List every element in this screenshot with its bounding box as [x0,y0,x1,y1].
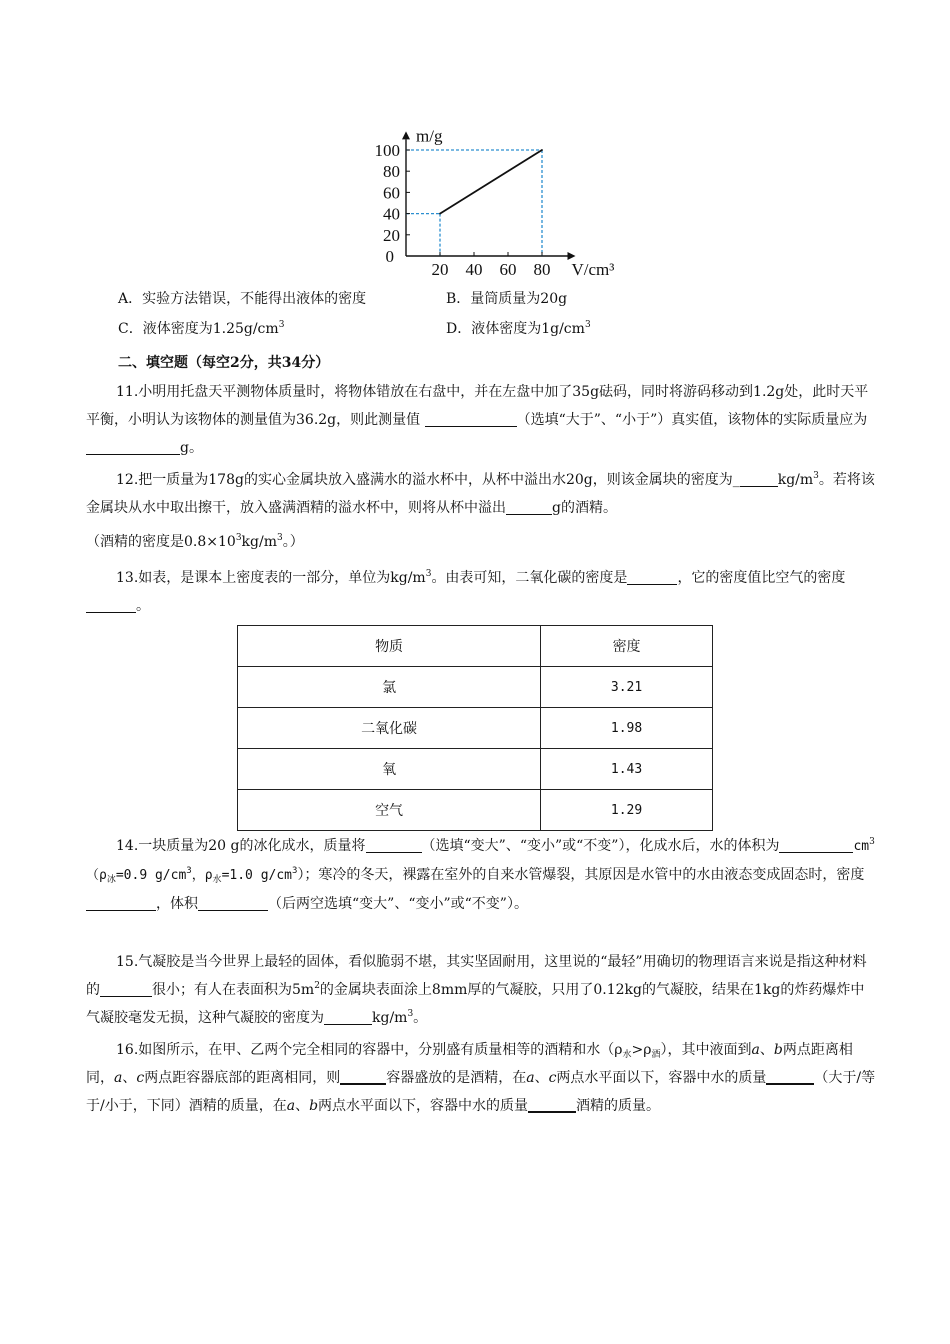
option-a: A．实验方法错误，不能得出液体的密度 [118,291,367,307]
table-row [238,708,713,749]
x-axis-label: V/cm³ [571,260,615,279]
chart-svg [350,110,630,280]
x-axis-arrow [568,252,576,260]
x-tick-label: 40 [465,260,483,279]
question-12: 12.把一质量为178g的实心金属块放入盛满水的溢水杯中，从杯中溢出水20g，则该金属块的密度为_ $kg/m^3$。若将该金属块从水中取出擦干，放入盛满酒精的溢水杯中，则将从杯中溢出 g的酒精。 （酒精的密度是$0.8\times 10^3kg/m^3$。） [86,471,875,550]
density-cell: 3.21 [541,667,713,708]
density-cell: 1.29 [541,790,713,831]
blank-13-1[interactable] [627,568,677,585]
blank-13-2[interactable] [86,596,136,613]
y-tick-label: 80 [383,162,400,182]
blank-16-2[interactable] [766,1067,814,1085]
blank-15-1[interactable] [100,980,152,997]
substance-cell: 空气 [238,790,541,831]
header-density: 密度 [541,626,713,667]
blank-12-2[interactable] [506,498,552,515]
x-tick-label: 20 [431,260,449,279]
question-11: 11.小明用托盘天平测物体质量时，将物体错放在右盘中，并在左盘中加了35g砝码，同时将游码移动到1.2g处，此时天平平衡，小明认为该物体的测量值为36.2g，则此测量值 （选填“大于”、“小于”）真实值，该物体的实际质量应为 g。 [86,384,869,456]
density-cell: 1.98 [541,708,713,749]
section-2-title: 二、填空题（每空2分，共34分） [118,355,330,371]
series-line-0 [440,150,542,214]
blank-14-2[interactable] [779,836,853,853]
blank-11-1[interactable] [425,410,517,427]
x-tick-label: 60 [499,260,517,279]
option-d: D．液体密度为$1g/cm^3$ [446,320,591,337]
question-14: 14.一块质量为20 g的冰化成水，质量将 （选填“变大”、“变小”或“不变”），化成水后，水的体积为 $cm^3(\rho_冰=0.9$ $g/cm^3$，$\rho_水=1.0$ $g/cm^3$）；寒冷的冬天，裸露在室外的自来水管爆裂，其原因是水管中的水由液态变成固态时，密度，体积 （后两空选填“变大”、“变小”或“不变”）。 [86,837,875,912]
table-row [238,667,713,708]
blank-14-4[interactable] [198,894,268,911]
blank-12-1[interactable] [740,470,778,487]
y-tick-label: 60 [383,183,400,203]
question-13: 13.如表，是课本上密度表的一部分，单位为$kg/m^3$。由表可知，二氧化碳的密度是 ，它的密度值比空气的密度。 [86,564,876,620]
substance-cell: 氧 [238,749,541,790]
substance-cell: 氯 [238,667,541,708]
blank-14-1[interactable] [366,836,422,853]
question-16: 16.如图所示，在甲、乙两个完全相同的容器中，分别盛有质量相等的酒精和水$(\rho_水>\rho_酒)$，其中液面到a、b两点距离相同，a、c两点距容器底部的距离相同，则 容器盛放的是酒精，在a、c两点水平面以下，容器中水的质量 （大于/等于/小于，下同）酒精的质量，在a、b两点水平面以下，容器中水的质量 酒精的质量。 [86,1042,876,1114]
blank-16-1[interactable] [340,1067,386,1085]
x-tick-label: 80 [533,260,551,279]
y-tick-label: 100 [374,141,400,160]
header-substance: 物质 [238,626,541,667]
mass-volume-chart [350,110,630,280]
option-b: B．量筒质量为20g [446,291,568,307]
table-header-row [238,626,713,667]
substance-cell: 二氧化碳 [238,708,541,749]
option-c: C．液体密度为$1.25g/cm^3$ [118,320,285,337]
table-row [238,749,713,790]
y-tick-label: 0 [385,247,394,266]
question-15: 15.气凝胶是当今世界上最轻的固体，看似脆弱不堪，其实坚固耐用，这里说的“最轻”用确切的物理语言来说是指这种材料的 很小；有人在表面积为$5m^2$的金属块表面涂上8mm厚的气凝胶，只用了0.12kg的气凝胶，结果在1kg的炸药爆炸中气凝胶毫发无损，这种气凝胶的密度为 $kg/m^3$。 [86,954,867,1026]
blank-15-2[interactable] [324,1008,372,1025]
blank-16-3[interactable] [528,1095,576,1113]
data-point [439,213,441,215]
data-point [541,149,543,151]
y-axis-label: m/g [416,126,443,146]
density-table [237,625,713,831]
blank-11-2[interactable] [86,438,180,455]
y-tick-label: 20 [383,225,400,245]
table-row [238,790,713,831]
blank-14-3[interactable] [86,894,156,911]
y-axis-arrow [402,131,410,139]
y-tick-label: 40 [383,204,400,224]
density-cell: 1.43 [541,749,713,790]
